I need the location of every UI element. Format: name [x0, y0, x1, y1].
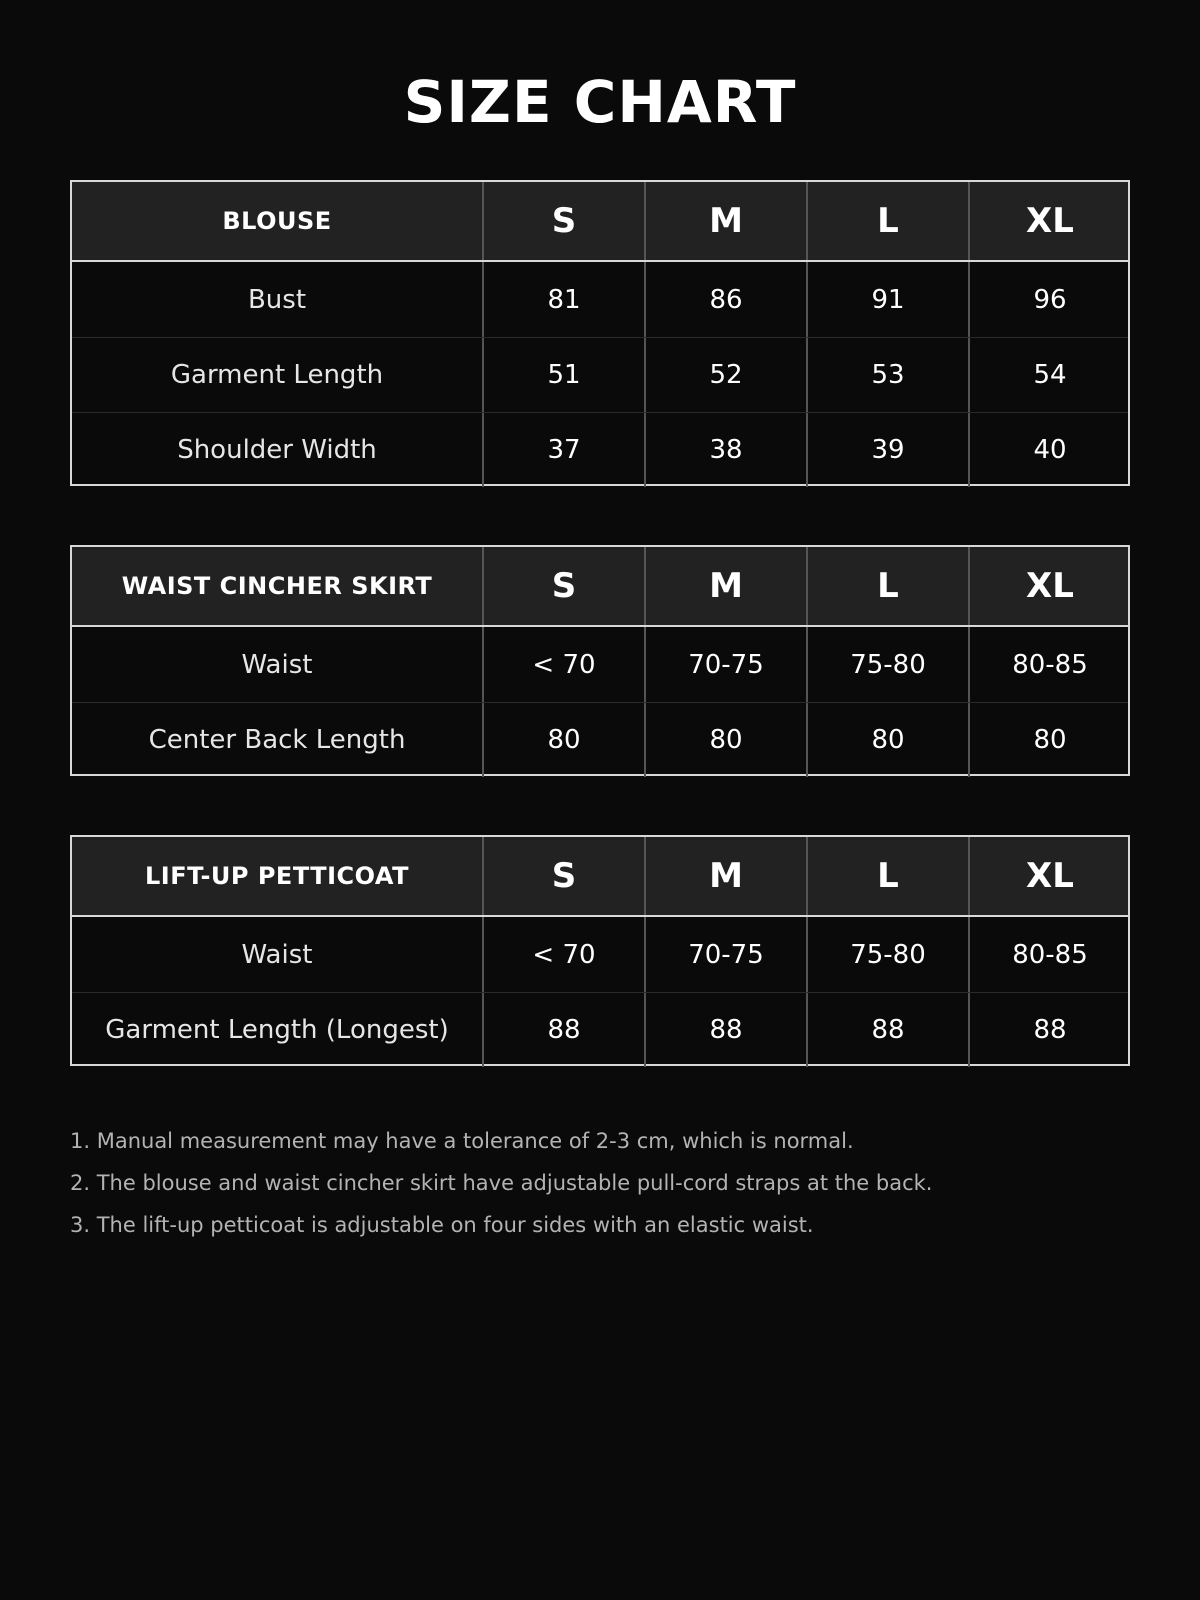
cell-value: 53 [806, 338, 968, 412]
cell-value: 75-80 [806, 917, 968, 992]
row-label: Waist [241, 649, 313, 680]
cell-value: 80 [482, 703, 644, 777]
cell-value: 80 [968, 703, 1130, 777]
cell-value: 37 [482, 413, 644, 487]
size-header-l: L [806, 182, 968, 260]
cell-value: 81 [482, 262, 644, 337]
table-row [72, 262, 1128, 337]
size-header-s: S [482, 182, 644, 260]
blouse-size-table [70, 180, 1130, 486]
page-title: SIZE CHART [403, 68, 797, 136]
table-header-row [72, 182, 1128, 262]
table-header-row [72, 837, 1128, 917]
cell-value: 88 [482, 993, 644, 1067]
row-label: Waist [241, 939, 313, 970]
size-header-xl: XL [968, 837, 1130, 915]
table-row [72, 917, 1128, 992]
row-label: Bust [247, 284, 307, 315]
size-header-m: M [644, 182, 806, 260]
row-label: Shoulder Width [177, 435, 377, 465]
cell-value: 86 [644, 262, 806, 337]
table-row [72, 992, 1128, 1067]
cell-value: 52 [644, 338, 806, 412]
notes-list [70, 1120, 1140, 1246]
cell-value: < 70 [482, 627, 644, 702]
size-header-s: S [482, 837, 644, 915]
cell-value: < 70 [482, 917, 644, 992]
note-item: 3. The lift-up petticoat is adjustable on four sides with an elastic waist. [70, 1213, 814, 1237]
waist-cincher-skirt-size-table [70, 545, 1130, 776]
cell-value: 88 [644, 993, 806, 1067]
size-header-xl: XL [968, 182, 1130, 260]
table-header-row [72, 547, 1128, 627]
cell-value: 80-85 [968, 627, 1130, 702]
size-header-l: L [806, 547, 968, 625]
table-name: BLOUSE [222, 207, 332, 235]
cell-value: 54 [968, 338, 1130, 412]
cell-value: 96 [968, 262, 1130, 337]
row-label: Garment Length [170, 360, 384, 390]
cell-value: 75-80 [806, 627, 968, 702]
cell-value: 91 [806, 262, 968, 337]
size-header-m: M [644, 837, 806, 915]
cell-value: 80 [806, 703, 968, 777]
table-row [72, 702, 1128, 777]
table-row [72, 337, 1128, 412]
cell-value: 39 [806, 413, 968, 487]
size-header-s: S [482, 547, 644, 625]
cell-value: 40 [968, 413, 1130, 487]
cell-value: 70-75 [644, 627, 806, 702]
note-item: 2. The blouse and waist cincher skirt have adjustable pull-cord straps at the back. [70, 1171, 933, 1195]
row-label: Garment Length (Longest) [105, 1015, 449, 1045]
note-item: 1. Manual measurement may have a tolerance of 2-3 cm, which is normal. [70, 1129, 854, 1153]
table-name: LIFT-UP PETTICOAT [144, 862, 409, 890]
cell-value: 80 [644, 703, 806, 777]
table-row [72, 412, 1128, 487]
cell-value: 80-85 [968, 917, 1130, 992]
size-header-l: L [806, 837, 968, 915]
lift-up-petticoat-size-table [70, 835, 1130, 1066]
cell-value: 51 [482, 338, 644, 412]
cell-value: 88 [968, 993, 1130, 1067]
cell-value: 88 [806, 993, 968, 1067]
table-row [72, 627, 1128, 702]
cell-value: 70-75 [644, 917, 806, 992]
row-label: Center Back Length [148, 725, 406, 755]
table-name: WAIST CINCHER SKIRT [121, 572, 433, 600]
cell-value: 38 [644, 413, 806, 487]
size-header-xl: XL [968, 547, 1130, 625]
size-header-m: M [644, 547, 806, 625]
